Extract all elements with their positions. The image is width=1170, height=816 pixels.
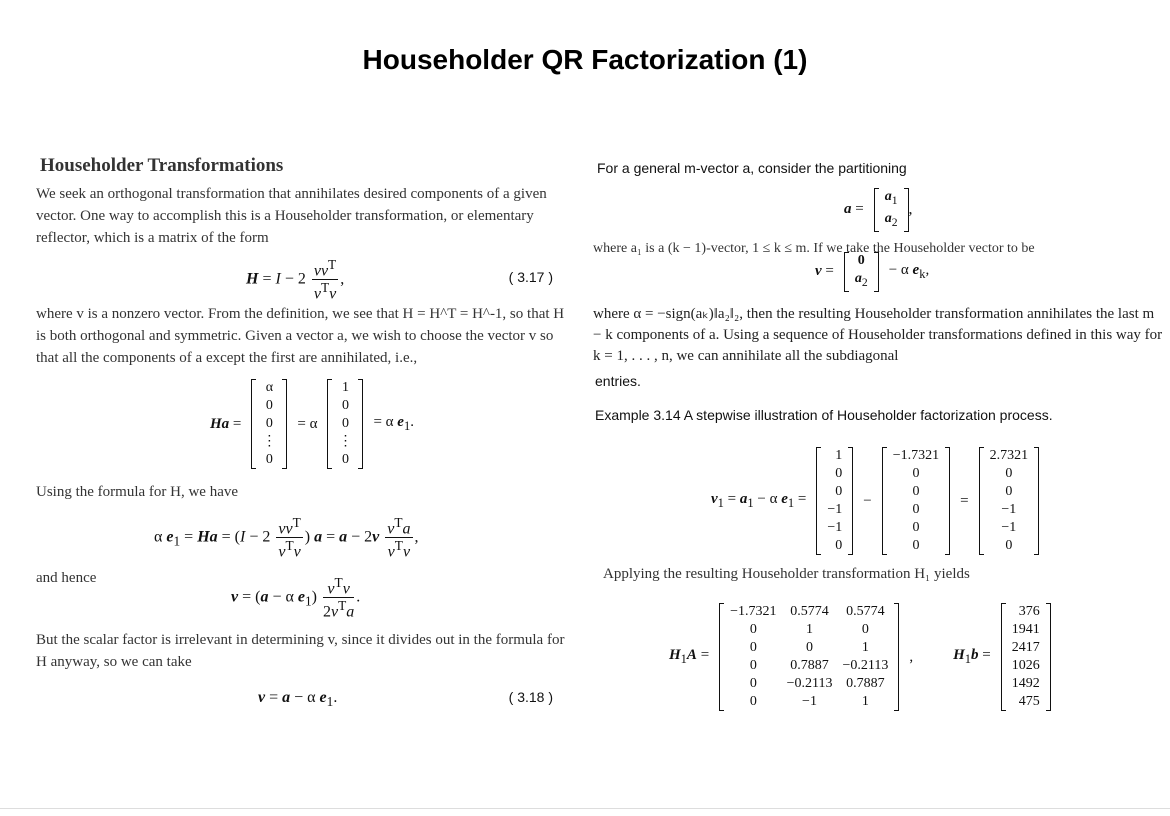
equation-3-17	[36, 249, 571, 303]
v-simplified-formula: v = a − α $e_1$.	[258, 689, 338, 710]
paragraph-using-formula: Using the formula for H, we have	[36, 484, 239, 500]
h1a-cell: 0.7887	[790, 658, 829, 673]
ha-entry: ⋮	[262, 434, 277, 449]
h1a-row	[725, 639, 893, 657]
ha-equation: Ha = α 0 0 ⋮ 0 = α 1 0 0 ⋮ 0 = α $e_1$.	[210, 380, 414, 467]
h1a-equation: $H_1A$ = −1.7321 0.5774 0.5774 0 1 0 0 0 1 0 0.7887 −0.2113 0 −0.2113 0.7887 0 −1 1 , $H_1b$ = 376 1941 2417 1026 1492 475	[663, 603, 1051, 711]
h1a-cell: 0	[806, 640, 813, 655]
ha-entry: 0	[265, 452, 273, 467]
alpha-e1-column	[882, 447, 950, 555]
a1-column	[816, 447, 853, 555]
h1a-cell: 0	[861, 622, 869, 637]
h1b-entry: 376	[1018, 604, 1040, 619]
partition-equation	[593, 176, 1163, 234]
h1a-cell: 1	[861, 640, 869, 655]
h1a-cell: 0.5774	[790, 604, 829, 619]
h1-results	[593, 597, 1163, 723]
e1-vector	[327, 379, 363, 469]
v1-entry: −1	[1001, 520, 1017, 535]
v-scaled-formula: v = (a − α $e_1$) $\frac{v^Tv}{2v^Ta}$ .	[231, 575, 361, 621]
a1-entry: −1	[827, 502, 843, 517]
v1-entry: 0	[1005, 466, 1013, 481]
h1a-cell: 0	[749, 622, 757, 637]
ae1-entry: −1.7321	[892, 448, 940, 463]
h1a-cell: −0.2113	[842, 658, 889, 673]
left-excerpt	[36, 155, 571, 713]
e1-entry: 0	[341, 416, 349, 431]
h1b-entry: 2417	[1011, 640, 1040, 655]
householder-vector-equation	[593, 253, 1163, 298]
example-caption: Example 3.14 A stepwise illustration of Householder factorization process.	[595, 407, 1053, 423]
paragraph-applying: Applying the resulting Householder transformation H₁ yields	[603, 566, 970, 582]
ha-entry: 0	[265, 416, 273, 431]
h1a-cell: 0	[749, 694, 757, 709]
a1-entry: 0	[835, 484, 843, 499]
ae1-entry: 0	[912, 538, 920, 553]
alpha-e1-equation	[36, 503, 571, 567]
h1a-matrix	[719, 603, 899, 711]
a1-entry: 0	[835, 538, 843, 553]
equation-number-3-18: ( 3.18 )	[508, 689, 553, 705]
ae1-entry: 0	[912, 484, 920, 499]
e1-entry: 0	[341, 398, 349, 413]
paragraph-entries: entries.	[595, 373, 641, 389]
h1a-cell: 1	[806, 622, 813, 637]
equation-3-18	[36, 673, 571, 713]
h1b-entry: 475	[1018, 694, 1040, 709]
h1a-cell: 0	[749, 640, 757, 655]
v1-entry: 0	[1005, 484, 1013, 499]
h1b-entry: 1941	[1011, 622, 1040, 637]
v-partition: v = 0 $a_2$ − α $e_k$,	[809, 252, 935, 292]
e1-entry: ⋮	[338, 434, 353, 449]
h1a-cell: 0.5774	[846, 604, 885, 619]
annihilation-equation	[36, 369, 571, 481]
expanded-formula: α $e_1 = Ha = (I - 2$ $\frac{vv^T}{v^Tv}$ ) a = a − 2v $\frac{v^Ta}{v^Tv}$ ,	[154, 515, 419, 561]
ae1-entry: 0	[912, 466, 920, 481]
paragraph-intro: We seek an orthogonal transformation that annihilates desired components of a given vector. One way to accomplish this is a Householder transformation, or elementary reflector, which is a matrix of the form	[36, 186, 547, 246]
v1-entry: 2.7321	[989, 448, 1029, 463]
paragraph-annihilation: where α = −sign(aₖ)‖a₂‖₂, then the resulting Householder transformation annihilates the last m − k components of a. Using a sequence of Householder transformations defined in this way for k = 1, . . . , n, we can annihilate all the subdiagonal	[593, 306, 1163, 364]
h1a-cell: −0.2113	[786, 676, 833, 691]
ha-entry: 0	[265, 398, 273, 413]
v1-entry: 0	[1005, 538, 1013, 553]
bottom-divider	[0, 808, 1170, 809]
paragraph-definition: where v is a nonzero vector. From the definition, we see that H = H^T = H^-1, so that H is both orthogonal and symmetric. Given a vector a, we wish to choose the vector v so that all the components of a except the first are annihilated, i.e.,	[36, 306, 565, 366]
a1-entry: −1	[827, 520, 843, 535]
ae1-entry: 0	[912, 502, 920, 517]
h1b-entry: 1026	[1011, 658, 1040, 673]
v1-equation	[593, 433, 1163, 559]
v1-computation: $v_1 = a_1 - \alpha$ $e_1$ = 1 0 0 −1 −1 0 − −1.7321 0 0 0 0 0 = 2.7321 0 0 −1 −1 0	[705, 447, 1039, 555]
h1a-row	[725, 693, 893, 711]
paragraph-subvector: where a₁ is a (k − 1)-vector, 1 ≤ k ≤ m. If we take the Householder vector to be	[593, 241, 1035, 256]
v1-column	[979, 447, 1040, 555]
e1-entry: 0	[341, 452, 349, 467]
h1a-cell: 0	[749, 658, 757, 673]
h1a-cell: 1	[861, 694, 869, 709]
equation-number-3-17: ( 3.17 )	[508, 269, 553, 285]
h1a-cell: −1	[802, 694, 817, 709]
householder-formula: H = I − 2 $\frac{vv^T}{v^Tv}$ ,	[246, 257, 345, 303]
slide-title: Householder QR Factorization (1)	[362, 44, 808, 75]
h1a-row	[725, 603, 893, 621]
right-excerpt	[593, 160, 1163, 723]
e1-entry: 1	[341, 380, 349, 395]
ae1-entry: 0	[912, 520, 920, 535]
h1a-cell: 0	[749, 676, 757, 691]
paragraph-scalar-factor: But the scalar factor is irrelevant in determining v, since it divides out in the formula for H anyway, so we can take	[36, 632, 565, 670]
v1-entry: −1	[1001, 502, 1017, 517]
partitioning-intro: For a general m-vector a, consider the partitioning	[597, 160, 907, 176]
h1b-column	[1001, 603, 1051, 711]
h1a-cell: 0.7887	[846, 676, 885, 691]
ha-vector	[251, 379, 287, 469]
paragraph-and-hence: and hence	[36, 570, 97, 586]
a1-entry: 1	[835, 448, 843, 463]
section-heading: Householder Transformations	[40, 155, 284, 176]
h1a-row	[725, 621, 893, 639]
h1a-row	[725, 657, 893, 675]
h1a-cell: −1.7321	[730, 604, 777, 619]
h1a-row	[725, 675, 893, 693]
a1-entry: 0	[835, 466, 843, 481]
h1b-entry: 1492	[1011, 676, 1040, 691]
ha-entry: α	[265, 380, 274, 395]
a-partition: a = $a_1$ $a_2$ ,	[838, 188, 913, 232]
